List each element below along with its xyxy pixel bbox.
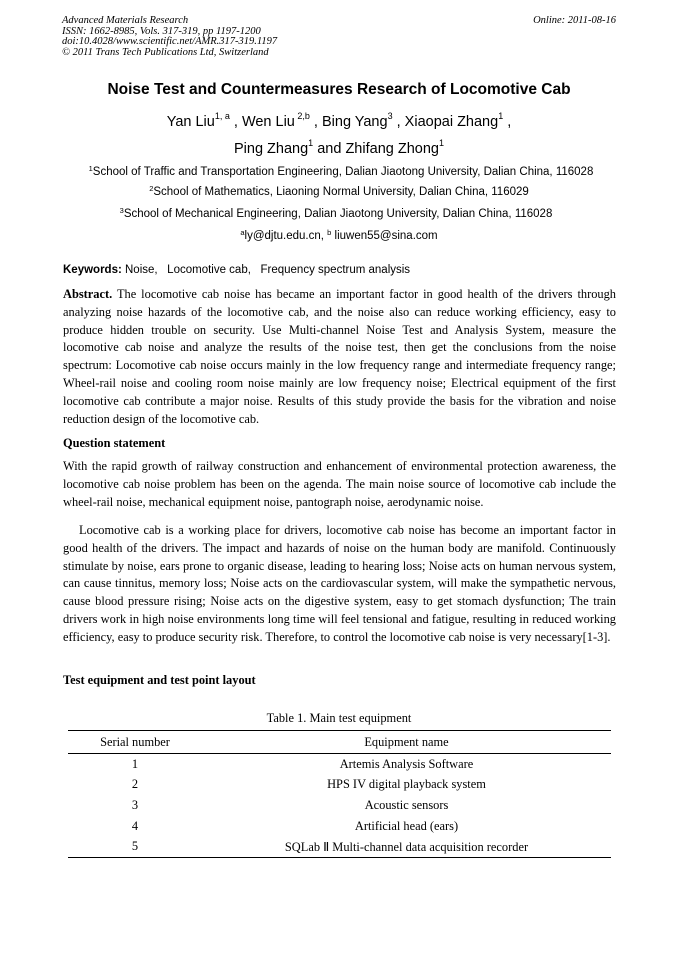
keywords-text: Noise, Locomotive cab, Frequency spectrum analysis xyxy=(121,264,411,276)
author-sup: 3 xyxy=(387,111,393,121)
abstract xyxy=(63,286,616,428)
issn-line: ISSN: 1662-8985, Vols. 317-319, pp 1197-1200 xyxy=(62,25,261,37)
author-sep: , xyxy=(229,114,238,130)
table-cell: Artemis Analysis Software xyxy=(339,756,474,771)
question-paragraph-1: With the rapid growth of railway construction and enhancement of environmental protection awareness, the locomotive cab noise problem has been on the agenda. The main noise source of locomotive cab include the wheel-rail noise, mechanical equipment noise, pantograph noise, aerodynamic noise. xyxy=(63,459,616,509)
abstract-text: The locomotive cab noise has became an important factor in good health of the drivers through analyzing noise hazards of the locomotive cab, and the noise also can reduce working efficiency, easy to produce hidden trouble on security. Use Multi-channel Noise Test and Analysis System, measure the locomotive cab noise and analyze the results of the noise test, then get the conclusions from the noise spectrum: Locomotive cab noise occurs mainly in the low frequency range and intermediate frequency range; Wheel-rail noise and cooling room noise mainly are low frequency noise; Electrical equipment of the first locomotive cab contribute a major noise. Results of this study provide the basis for the vibration and noise reduction design of the locomotive cab. xyxy=(63,287,616,426)
table-row xyxy=(68,775,611,796)
keywords xyxy=(63,264,410,276)
author-sep: and xyxy=(313,141,342,157)
affiliation-text: School of Mechanical Engineering, Dalian Jiaotong University, Dalian China, 116028 xyxy=(123,208,553,220)
author-name: Ping Zhang xyxy=(234,141,309,157)
table-cell: 2 xyxy=(131,777,139,792)
affiliation-2 xyxy=(0,186,678,198)
author-sep: , xyxy=(503,114,512,130)
abstract-label: Abstract. xyxy=(63,287,113,301)
section-heading-equipment: Test equipment and test point layout xyxy=(63,673,256,687)
question-paragraph-2: Locomotive cab is a working place for drivers, locomotive cab noise has become an important factor in good health of the drivers. The impact and hazards of noise on the human body are manifold. Continuously stimulate by noise, ears prone to organic disease, leading to hearing loss; Noise acts on human nervous system, can cause tinnitus, memory loss; Noise acts on the cardiovascular system, will make the sympathetic nervous, cause blood pressure rising; Noise acts on the digestive system, easy to get stomach dysfunction; The train drivers work in high noise environments long time will feel tensional and fatigue, resulting in reduced working efficiency, easy to produce security risk. Therefore, to control the locomotive cab noise is very necessary[1-3]. xyxy=(63,523,616,644)
author-sep: , xyxy=(392,114,401,130)
email-a: ly@djtu.edu.cn, xyxy=(244,230,328,242)
journal-header xyxy=(62,16,616,58)
author-sup: 1, a xyxy=(214,111,230,121)
affiliation-3 xyxy=(0,208,675,220)
author-line-1 xyxy=(0,111,678,130)
author-name: Xiaopai Zhang xyxy=(404,114,499,130)
author-name: Wen Liu xyxy=(241,114,295,130)
table-header-serial: Serial number xyxy=(68,731,202,754)
table-header-equipment: Equipment name xyxy=(202,731,611,754)
table-cell: Acoustic sensors xyxy=(364,797,449,812)
table-cell: 5 xyxy=(68,836,202,857)
table-row xyxy=(68,836,611,857)
author-name: Bing Yang xyxy=(321,114,388,130)
table-cell: Artificial head (ears) xyxy=(354,818,459,833)
table-cell: 4 xyxy=(131,818,139,833)
author-sup: 1 xyxy=(498,111,504,121)
affiliation-sup: 2 xyxy=(149,184,154,193)
table-row xyxy=(68,795,611,816)
table-cell: SQLab Ⅱ Multi-channel data acquisition recorder xyxy=(202,836,611,857)
keywords-label: Keywords: xyxy=(63,264,122,276)
paper-title: Noise Test and Countermeasures Research of Locomotive Cab xyxy=(107,81,571,98)
email-sup-a: a xyxy=(240,228,245,237)
author-sup: 1 xyxy=(438,138,444,148)
author-sep: , xyxy=(309,114,318,130)
table-header-row xyxy=(68,731,611,754)
table-cell: 3 xyxy=(131,797,139,812)
affiliation-1 xyxy=(2,166,678,178)
email-sup-b: b xyxy=(327,228,332,237)
author-name: Yan Liu xyxy=(166,114,215,130)
affiliation-text: School of Mathematics, Liaoning Normal University, Dalian China, 116029 xyxy=(153,186,529,198)
table-cell: HPS IV digital playback system xyxy=(327,777,486,792)
section-heading-question: Question statement xyxy=(63,436,166,450)
email-line xyxy=(0,230,678,242)
table-row xyxy=(68,754,611,775)
online-date: Online: 2011-08-16 xyxy=(533,15,616,26)
affiliation-text: School of Traffic and Transportation Engineering, Dalian Jiaotong University, Dalian China, 116028 xyxy=(92,166,594,178)
equipment-table xyxy=(68,730,611,858)
email-b: liuwen55@sina.com xyxy=(331,230,438,242)
author-name: Zhifang Zhong xyxy=(345,141,439,157)
author-sup: 2,b xyxy=(294,111,310,121)
table-cell: 1 xyxy=(131,756,139,771)
journal-name: Advanced Materials Research xyxy=(62,15,189,26)
table-row xyxy=(68,816,611,837)
copyright-line: © 2011 Trans Tech Publications Ltd, Switzerland xyxy=(62,46,269,58)
author-line-2 xyxy=(0,138,678,157)
author-sup: 1 xyxy=(308,138,314,148)
table-caption: Table 1. Main test equipment xyxy=(266,711,412,725)
affiliation-sup: 3 xyxy=(119,206,124,215)
affiliation-sup: 1 xyxy=(88,164,93,173)
doi-line: doi:10.4028/www.scientific.net/AMR.317-319.1197 xyxy=(62,36,278,48)
